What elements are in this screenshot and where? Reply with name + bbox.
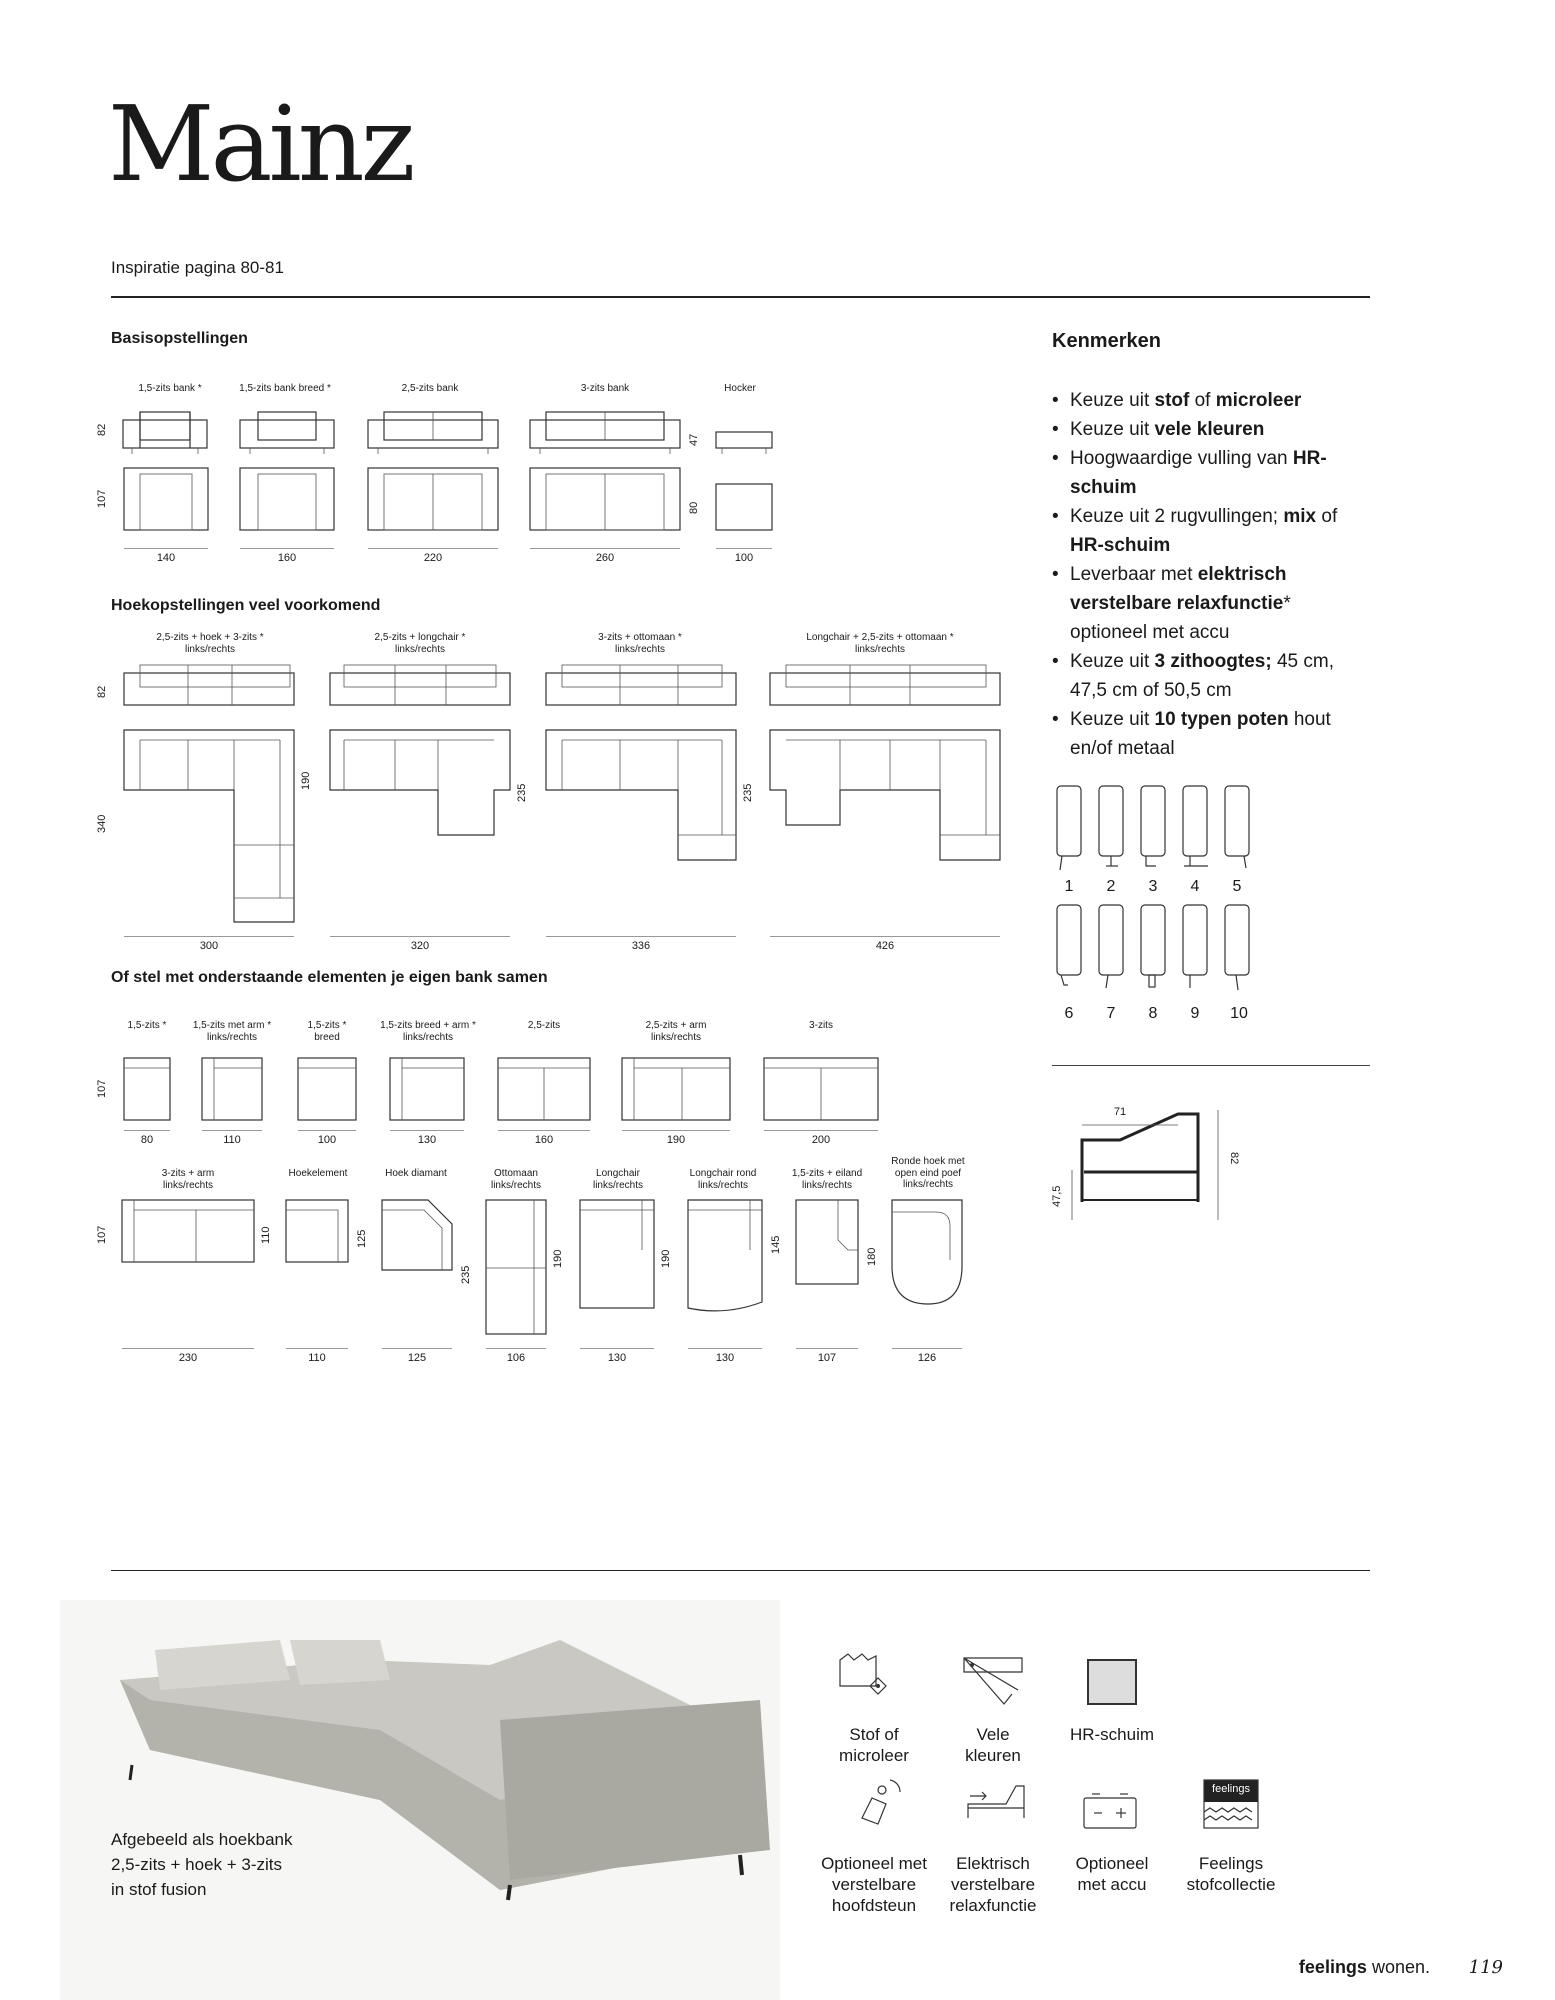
element-depth: 145 [770, 1235, 782, 1254]
element-label: Ottomaan links/rechts [490, 1168, 541, 1191]
icon-label: HR-schuim [1069, 1725, 1155, 1744]
element-width: 230 [178, 1352, 198, 1364]
element-depth: 190 [660, 1249, 672, 1268]
element-label: Hoek diamant [385, 1168, 447, 1179]
dim-line [382, 1348, 452, 1349]
dim-line [390, 1130, 464, 1131]
relax-function-icon [968, 1786, 1024, 1818]
basis-top-3 [368, 468, 498, 530]
dim-line [486, 1348, 546, 1349]
leg-number: 3 [1148, 878, 1158, 895]
basis-label: 1,5-zits bank breed * [239, 383, 331, 394]
dim-line [530, 548, 680, 549]
hocker-front [716, 432, 772, 454]
element-row1-5 [498, 1058, 590, 1120]
element-label: 3-zits + arm links/rechts [161, 1168, 215, 1191]
dim-line [202, 1130, 262, 1131]
element-label: 3-zits [809, 1020, 833, 1031]
icon-label: Feelings stofcollectie [1186, 1854, 1276, 1894]
kenmerk-item: • Keuze uit vele kleuren [1052, 415, 1342, 444]
basis-width: 260 [595, 552, 615, 564]
leg-number: 8 [1148, 1005, 1158, 1022]
icon-label: Elektrisch verstelbare relaxfunctie [949, 1854, 1037, 1915]
leg-number: 9 [1190, 1005, 1200, 1022]
icon-label: Optioneel met accu [1075, 1854, 1149, 1894]
basis-top-2 [240, 468, 334, 530]
icon-label: Stof of microleer [839, 1725, 909, 1765]
element-label: 1,5-zits breed + arm * links/rechts [380, 1020, 476, 1043]
hoek-label: Longchair + 2,5-zits + ottomaan * links/rechts [806, 632, 954, 655]
dim-line [892, 1348, 962, 1349]
basis-label: Hocker [724, 383, 756, 394]
basis-height-top: 107 [96, 489, 108, 508]
dim-line [368, 548, 498, 549]
element-row2-5 [580, 1200, 654, 1308]
element-row2-4 [486, 1200, 546, 1334]
hoek-width: 300 [199, 940, 219, 952]
icon-label: Optioneel met verstelbare hoofdsteun [821, 1854, 927, 1915]
element-row2-8 [892, 1200, 962, 1304]
element-depth: 107 [96, 1225, 108, 1244]
element-height: 107 [96, 1079, 108, 1098]
hoek-front-4 [770, 665, 1000, 705]
element-depth: 110 [260, 1226, 272, 1244]
dim-line [764, 1130, 878, 1131]
color-swatch-icon [964, 1658, 1022, 1704]
hocker-top [716, 484, 772, 530]
leg-number: 6 [1064, 1005, 1074, 1022]
leg-number: 4 [1190, 878, 1200, 895]
battery-icon [1084, 1794, 1136, 1828]
element-depth: 125 [356, 1229, 368, 1248]
leg-number: 7 [1106, 1005, 1116, 1022]
basis-width: 140 [156, 552, 176, 564]
adjustable-headrest-icon [862, 1780, 900, 1824]
element-row2-2 [286, 1200, 348, 1262]
element-row1-2 [202, 1058, 262, 1120]
kenmerken-list [1052, 386, 1342, 763]
foam-icon [1088, 1660, 1136, 1704]
dim-line [124, 936, 294, 937]
element-width: 107 [817, 1352, 837, 1364]
kenmerken-divider [1052, 1065, 1370, 1066]
element-row1-4 [390, 1058, 464, 1120]
element-label: 2,5-zits + arm links/rechts [645, 1020, 707, 1043]
side-profile-drawing [1072, 1110, 1218, 1220]
dim-line [622, 1130, 730, 1131]
hoek-top-3 [546, 730, 736, 860]
dim-line [298, 1130, 356, 1131]
fabric-leather-icon [840, 1654, 886, 1694]
kenmerk-item: • Leverbaar met elektrisch verstelbare relaxfunctie* optioneel met accu [1052, 560, 1342, 647]
element-row2-3 [382, 1200, 452, 1270]
basis-height-front: 82 [96, 423, 108, 436]
dim-line [498, 1130, 590, 1131]
hoek-width: 320 [410, 940, 430, 952]
element-label: 2,5-zits [527, 1020, 561, 1031]
kenmerken-heading: Kenmerken [1052, 330, 1161, 352]
element-row1-7 [764, 1058, 878, 1120]
kenmerk-item: • Keuze uit 3 zithoogtes; 45 cm, 47,5 cm of 50,5 cm [1052, 647, 1342, 705]
footer-rule [111, 1570, 1370, 1571]
basis-front-3 [368, 412, 498, 454]
section-hoek-heading: Hoekopstellingen veel voorkomend [111, 597, 381, 614]
element-width: 110 [223, 1134, 241, 1146]
dim-line [330, 936, 510, 937]
hoek-depth: 235 [742, 783, 754, 802]
dim-line [240, 548, 334, 549]
element-width: 130 [417, 1134, 437, 1146]
hoek-label: 3-zits + ottomaan * links/rechts [598, 632, 682, 655]
side-depth: 71 [1113, 1106, 1127, 1118]
element-row1-3 [298, 1058, 356, 1120]
hoek-width: 426 [875, 940, 895, 952]
page-title: Mainz [108, 83, 412, 205]
element-depth: 190 [552, 1249, 564, 1268]
basis-top-1 [124, 468, 208, 530]
element-width: 126 [917, 1352, 937, 1364]
element-label: Longchair links/rechts [592, 1168, 643, 1191]
dim-line [122, 1348, 254, 1349]
feelings-badge: feelings [1212, 1783, 1250, 1795]
element-row2-7 [796, 1200, 858, 1284]
section-eigen-heading: Of stel met onderstaande elementen je eigen bank samen [111, 969, 548, 986]
hocker-height-front: 47 [688, 433, 700, 446]
dim-line [124, 548, 208, 549]
hocker-height-top: 80 [688, 501, 700, 514]
basis-label: 3-zits bank [580, 383, 630, 394]
dim-line [124, 1130, 170, 1131]
element-width: 80 [140, 1134, 154, 1146]
element-label: Hoekelement [288, 1168, 348, 1179]
dim-line [770, 936, 1000, 937]
basis-width: 160 [277, 552, 297, 564]
basis-width: 100 [734, 552, 754, 564]
hoek-depth: 190 [300, 771, 312, 790]
element-width: 110 [308, 1352, 326, 1364]
element-label: 1,5-zits * [127, 1020, 167, 1031]
basis-label: 1,5-zits bank * [138, 383, 202, 394]
hoek-width: 336 [631, 940, 651, 952]
basis-front-4 [530, 412, 680, 454]
element-label: 1,5-zits met arm * links/rechts [192, 1020, 272, 1043]
element-row1-6 [622, 1058, 730, 1120]
basis-front-1 [123, 412, 207, 454]
leg-number: 10 [1230, 1005, 1248, 1022]
dim-line [688, 1348, 762, 1349]
kenmerk-item: • Hoogwaardige vulling van HR-schuim [1052, 444, 1342, 502]
page-number: 119 [1468, 1957, 1503, 1978]
dim-line [546, 936, 736, 937]
hoek-front-2 [330, 665, 510, 705]
element-depth: 235 [460, 1265, 472, 1284]
basis-top-4 [530, 468, 680, 530]
element-row2-1 [122, 1200, 254, 1262]
dim-line [286, 1348, 348, 1349]
kenmerk-item: • Keuze uit 10 typen poten hout en/of metaal [1052, 705, 1342, 763]
hoek-depth: 235 [516, 783, 528, 802]
hoek-front-3 [546, 665, 736, 705]
hoek-label: 2,5-zits + hoek + 3-zits * links/rechts [156, 632, 264, 655]
side-height: 82 [1228, 1152, 1240, 1165]
kenmerk-item: • Keuze uit 2 rugvullingen; mix of HR-schuim [1052, 502, 1342, 560]
element-depth: 180 [866, 1247, 878, 1266]
element-label: 1,5-zits + eiland links/rechts [791, 1168, 863, 1191]
hoek-top-4 [770, 730, 1000, 860]
element-width: 125 [407, 1352, 427, 1364]
basis-label: 2,5-zits bank [401, 383, 459, 394]
dim-line [796, 1348, 858, 1349]
hoek-top-2 [330, 730, 510, 835]
hoek-label: 2,5-zits + longchair * links/rechts [374, 632, 466, 655]
element-width: 130 [715, 1352, 735, 1364]
sofa-photo [60, 1600, 780, 2000]
photo-caption: Afgebeeld als hoekbank 2,5-zits + hoek + 3-zits in stof fusion [111, 1830, 293, 1899]
hoek-height-front: 82 [96, 685, 108, 698]
page-subtitle: Inspiratie pagina 80-81 [111, 258, 284, 277]
hoek-depth: 340 [96, 814, 108, 833]
side-seat-height: 47,5 [1051, 1185, 1063, 1207]
dim-line [716, 548, 772, 549]
element-width: 100 [317, 1134, 337, 1146]
basis-front-2 [240, 412, 334, 454]
leg-number: 2 [1106, 878, 1116, 895]
element-label: 1,5-zits * breed [307, 1020, 347, 1043]
element-label: Longchair rond links/rechts [689, 1168, 757, 1191]
hoek-top-1 [124, 730, 294, 922]
kenmerk-item: • Keuze uit stof of microleer [1052, 386, 1342, 415]
icon-label: Vele kleuren [965, 1725, 1021, 1765]
leg-number: 1 [1064, 878, 1074, 895]
element-width: 200 [811, 1134, 831, 1146]
hoek-front-1 [124, 665, 294, 705]
element-row2-6 [688, 1200, 762, 1311]
leg-number: 5 [1232, 878, 1242, 895]
footer-brand: feelings wonen. [1298, 1957, 1430, 1977]
basis-width: 220 [423, 552, 443, 564]
dim-line [580, 1348, 654, 1349]
element-label: Ronde hoek met open eind poef links/rechts [891, 1156, 965, 1190]
element-row1-1 [124, 1058, 170, 1120]
section-basis-heading: Basisopstellingen [111, 330, 248, 347]
element-width: 160 [534, 1134, 554, 1146]
element-width: 130 [607, 1352, 627, 1364]
element-width: 190 [666, 1134, 686, 1146]
element-width: 106 [506, 1352, 526, 1364]
